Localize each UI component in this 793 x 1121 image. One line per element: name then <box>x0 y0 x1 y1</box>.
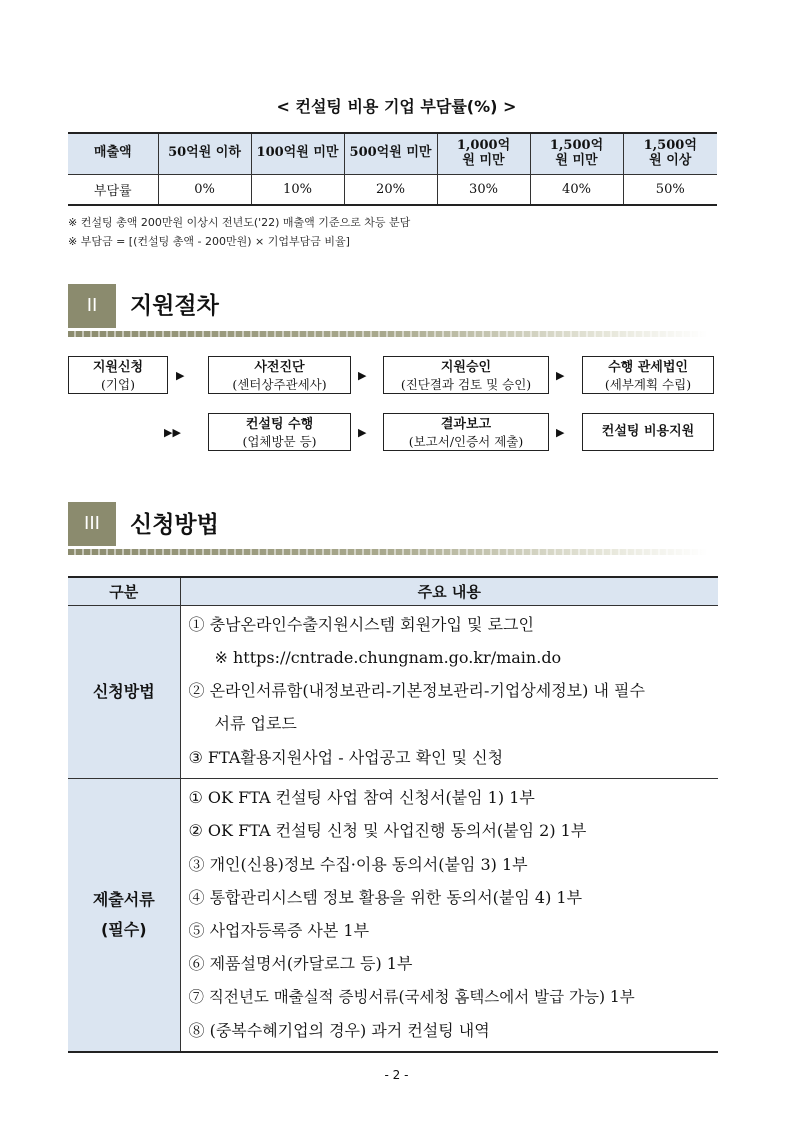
header-cell: 100억원 미만 <box>251 133 344 174</box>
burden-rate-table <box>68 132 717 206</box>
step-subtitle: (기업) <box>101 376 135 392</box>
step-subtitle: (진단결과 검토 및 승인) <box>400 376 532 392</box>
value-cell: 20% <box>344 174 437 205</box>
table-header-row <box>68 133 717 174</box>
list-item: ③ 개인(신용)정보 수집·이용 동의서(붙임 3) 1부 <box>188 854 528 874</box>
header-cell: 구분 <box>68 577 180 605</box>
category-cell <box>68 605 180 778</box>
section-title: 신청방법 <box>130 512 219 538</box>
list-item: ⑦ 직전년도 매출실적 증빙서류(국세청 홈텍스에서 발급 가능) 1부 <box>188 987 635 1006</box>
website-link[interactable]: ※ https://cntrade.chungnam.go.kr/main.do <box>214 647 562 667</box>
arrow-icon: ▶ <box>358 369 367 382</box>
note-1: ※ 컨설팅 총액 200만원 이상시 전년도('22) 매출액 기준으로 차등 분담 <box>68 216 411 229</box>
category-label: 신청방법 <box>92 681 155 701</box>
category-label-sub: (필수) <box>100 920 147 940</box>
value-cell: 30% <box>437 174 530 205</box>
step-title: 컨설팅 수행 <box>245 417 314 432</box>
header-cell: 1,000억원 미만 <box>437 133 530 174</box>
step-apply <box>68 356 168 394</box>
value-cell: 10% <box>251 174 344 205</box>
content-cell <box>180 605 718 778</box>
step-subtitle: (보고서/인증서 제출) <box>408 433 524 449</box>
header-cell: 1,500억원 이상 <box>623 133 717 174</box>
category-label: 제출서류 <box>92 889 155 909</box>
arrow-icon: ▶ <box>176 369 185 382</box>
list-item: ⑤ 사업자등록증 사본 1부 <box>188 921 370 941</box>
list-item: ③ FTA활용지원사업 - 사업공고 확인 및 신청 <box>188 747 504 767</box>
section-number-box: III <box>68 502 116 546</box>
step-title: 지원신청 <box>92 360 144 375</box>
row-label: 부담률 <box>68 174 158 205</box>
header-cell: 1,500억원 미만 <box>530 133 623 174</box>
section-divider <box>68 331 708 337</box>
list-item: ④ 통합관리시스템 정보 활용을 위한 동의서(붙임 4) 1부 <box>188 887 583 907</box>
section-divider <box>68 549 708 555</box>
step-title: 수행 관세법인 <box>608 360 688 375</box>
header-cell: 주요 내용 <box>180 577 718 605</box>
double-arrow-icon: ▶▶ <box>164 426 181 439</box>
content-cell <box>180 778 718 1052</box>
table-row <box>68 174 717 205</box>
table-header-row <box>68 577 718 605</box>
step-title: 사전진단 <box>254 360 305 375</box>
step-subtitle: (센터상주관세사) <box>232 376 327 392</box>
list-item: ② 온라인서류함(내정보관리-기본정보관리-기업상세정보) 내 필수 <box>188 681 645 701</box>
step-title: 컨설팅 비용지원 <box>601 423 695 439</box>
step-cost-support <box>582 413 714 451</box>
rate-table-title: < 컨설팅 비용 기업 부담률(%) > <box>276 97 517 116</box>
table-row <box>68 605 718 778</box>
step-customs-firm <box>582 356 714 394</box>
header-cell: 50억원 이하 <box>158 133 251 174</box>
value-cell: 40% <box>530 174 623 205</box>
section-number-box: II <box>68 284 116 328</box>
category-cell <box>68 778 180 1052</box>
value-cell: 0% <box>158 174 251 205</box>
list-item: 서류 업로드 <box>214 714 297 734</box>
step-consulting <box>208 413 351 451</box>
page-number: - 2 - <box>384 1068 409 1082</box>
step-title: 지원승인 <box>440 360 492 375</box>
list-item: ⑥ 제품설명서(카달로그 등) 1부 <box>188 954 413 974</box>
arrow-icon: ▶ <box>556 369 565 382</box>
list-item: ① 충남온라인수출지원시스템 회원가입 및 로그인 <box>188 614 534 634</box>
section-title: 지원절차 <box>130 293 219 319</box>
note-2: ※ 부담금 = [(컨설팅 총액 - 200만원) × 기업부담금 비율] <box>68 235 350 248</box>
arrow-icon: ▶ <box>358 426 367 439</box>
header-cell: 매출액 <box>68 133 158 174</box>
step-approval <box>383 356 549 394</box>
step-title: 결과보고 <box>440 417 492 432</box>
header-cell: 500억원 미만 <box>344 133 437 174</box>
step-pre-diagnosis <box>208 356 351 394</box>
list-item: ② OK FTA 컨설팅 신청 및 사업진행 동의서(붙임 2) 1부 <box>188 821 587 841</box>
step-subtitle: (업체방문 등) <box>242 433 317 449</box>
list-item: ① OK FTA 컨설팅 사업 참여 신청서(붙임 1) 1부 <box>188 787 535 807</box>
step-report <box>383 413 549 451</box>
step-subtitle: (세부계획 수립) <box>604 376 692 392</box>
table-row <box>68 778 718 1052</box>
arrow-icon: ▶ <box>556 426 565 439</box>
application-method-table <box>68 576 718 1053</box>
value-cell: 50% <box>623 174 717 205</box>
list-item: ⑧ (중복수혜기업의 경우) 과거 컨설팅 내역 <box>188 1021 490 1041</box>
